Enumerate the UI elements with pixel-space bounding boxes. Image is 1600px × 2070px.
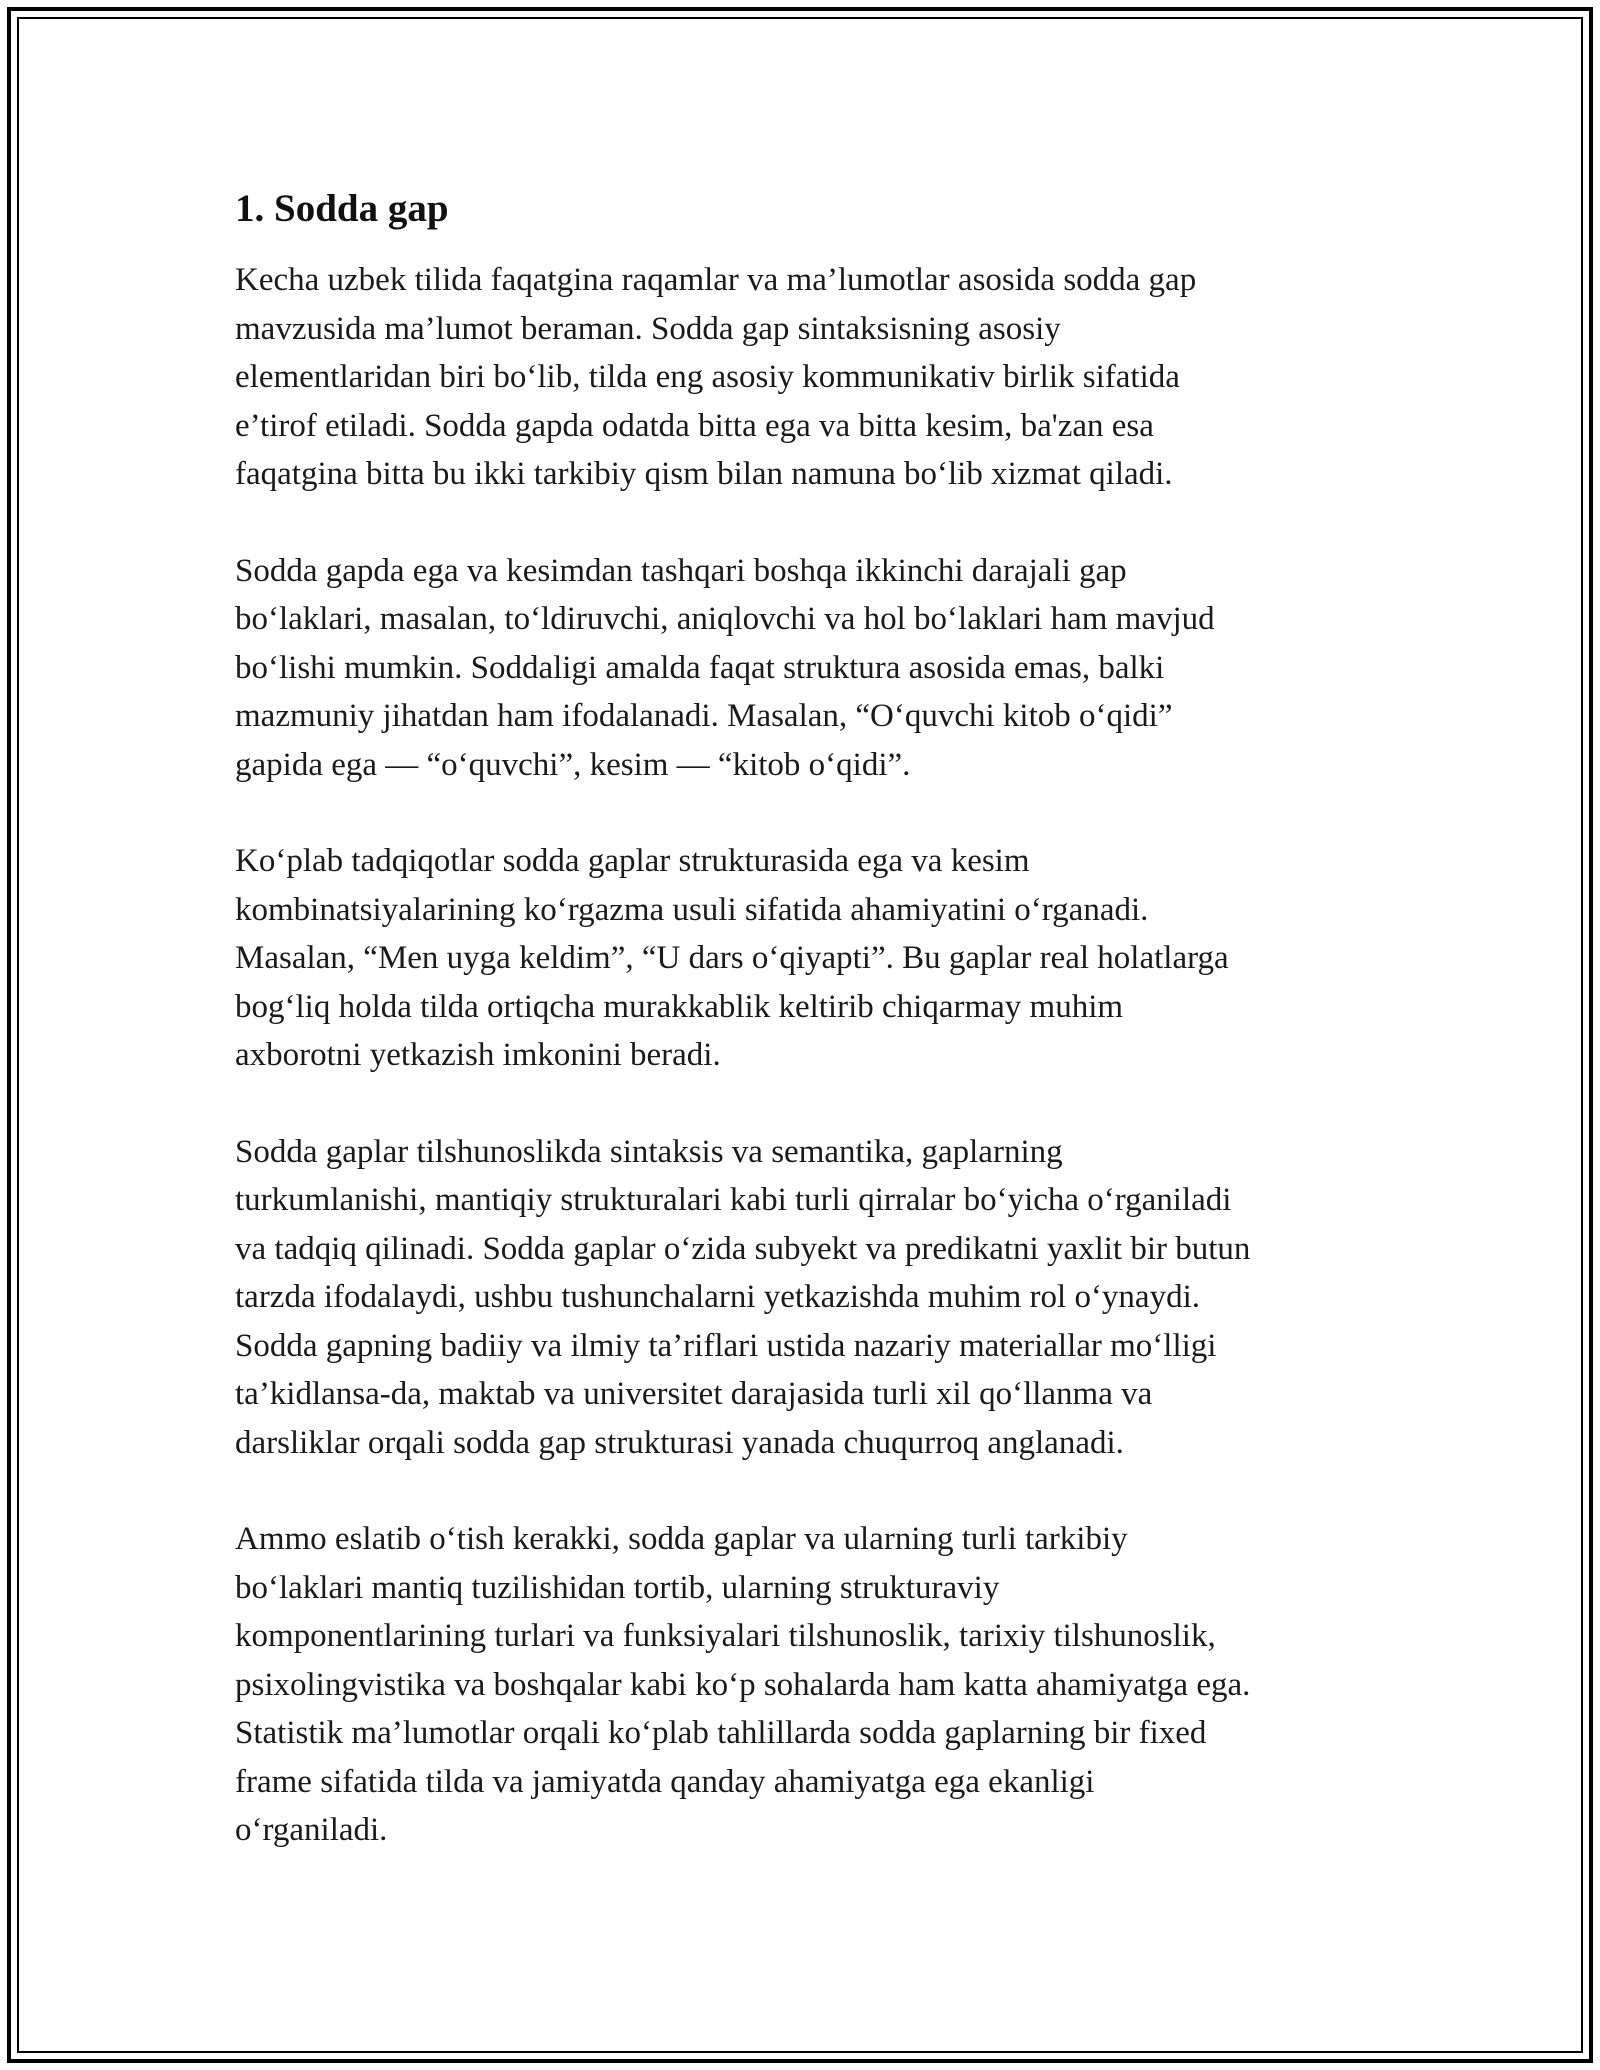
- text-line: axborotni yetkazish imkonini beradi.: [235, 1037, 721, 1073]
- text-line: ta’kidlansa-da, maktab va universitet darajasida turli xil qo‘llanma va: [235, 1376, 1153, 1412]
- text-line: bog‘liq holda tilda ortiqcha murakkablik keltirib chiqarmay muhim: [235, 988, 1124, 1025]
- paragraph-3: [235, 837, 1370, 1080]
- text-line: Statistik ma’lumotlar orqali ko‘plab tahlillarda sodda gaplarning bir fixed: [235, 1715, 1207, 1751]
- text-line: faqatgina bitta bu ikki tarkibiy qism bilan namuna bo‘lib xizmat qiladi.: [235, 456, 1173, 492]
- text-line: Ammo eslatib o‘tish kerakki, sodda gaplar va ularning turli tarkibiy: [235, 1521, 1128, 1557]
- document-body: [235, 185, 1370, 1903]
- text-line: frame sifatida tilda va jamiyatda qanday ahamiyatga ega ekanligi: [235, 1763, 1095, 1800]
- text-line: mavzusida ma’lumot beraman. Sodda gap sintaksisning asosiy: [235, 310, 1061, 347]
- paragraph-2: [235, 547, 1370, 790]
- text-line: o‘rganiladi.: [235, 1812, 388, 1848]
- text-line: va tadqiq qilinadi. Sodda gaplar o‘zida subyekt va predikatni yaxlit bir butun: [235, 1230, 1251, 1267]
- text-line: kombinatsiyalarining ko‘rgazma usuli sifatida ahamiyatini o‘rganadi.: [235, 891, 1149, 928]
- paragraph-5: [235, 1515, 1370, 1855]
- text-line: Sodda gaplar tilshunoslikda sintaksis va semantika, gaplarning: [235, 1133, 1063, 1170]
- text-line: darsliklar orqali sodda gap strukturasi yanada chuqurroq anglanadi.: [235, 1424, 1124, 1461]
- paragraph-1: [235, 256, 1370, 499]
- text-line: komponentlarining turlari va funksiyalari tilshunoslik, tarixiy tilshunoslik,: [235, 1618, 1216, 1654]
- section-title: 1. Sodda gap: [235, 187, 449, 230]
- text-line: Ko‘plab tadqiqotlar sodda gaplar strukturasida ega va kesim: [235, 843, 1030, 879]
- text-line: Masalan, “Men uyga keldim”, “U dars o‘qiyapti”. Bu gaplar real holatlarga: [235, 940, 1229, 976]
- text-line: Sodda gapda ega va kesimdan tashqari boshqa ikkinchi darajali gap: [235, 552, 1127, 589]
- text-line: turkumlanishi, mantiqiy strukturalari kabi turli qirralar bo‘yicha o‘rganiladi: [235, 1182, 1232, 1218]
- text-line: elementlaridan biri bo‘lib, tilda eng asosiy kommunikativ birlik sifatida: [235, 359, 1180, 395]
- text-line: gapida ega — “o‘quvchi”, kesim — “kitob o‘qidi”.: [235, 746, 911, 783]
- text-line: e’tirof etiladi. Sodda gapda odatda bitta ega va bitta kesim, ba'zan esa: [235, 407, 1154, 444]
- text-line: psixolingvistika va boshqalar kabi ko‘p sohalarda ham katta ahamiyatga ega.: [235, 1666, 1251, 1703]
- text-line: mazmuniy jihatdan ham ifodalanadi. Masalan, “O‘quvchi kitob o‘qidi”: [235, 698, 1173, 734]
- text-line: Sodda gapning badiiy va ilmiy ta’riflari ustida nazariy materiallar mo‘lligi: [235, 1327, 1217, 1364]
- paragraph-4: [235, 1128, 1370, 1468]
- text-line: bo‘laklari, masalan, to‘ldiruvchi, aniqlovchi va hol bo‘laklari ham mavjud: [235, 601, 1215, 637]
- text-line: bo‘lishi mumkin. Soddaligi amalda faqat struktura asosida emas, balki: [235, 649, 1165, 686]
- text-line: tarzda ifodalaydi, ushbu tushunchalarni yetkazishda muhim rol o‘ynaydi.: [235, 1279, 1200, 1315]
- text-line: bo‘laklari mantiq tuzilishidan tortib, ularning strukturaviy: [235, 1569, 1000, 1606]
- text-line: Kecha uzbek tilida faqatgina raqamlar va ma’lumotlar asosida sodda gap: [235, 262, 1197, 298]
